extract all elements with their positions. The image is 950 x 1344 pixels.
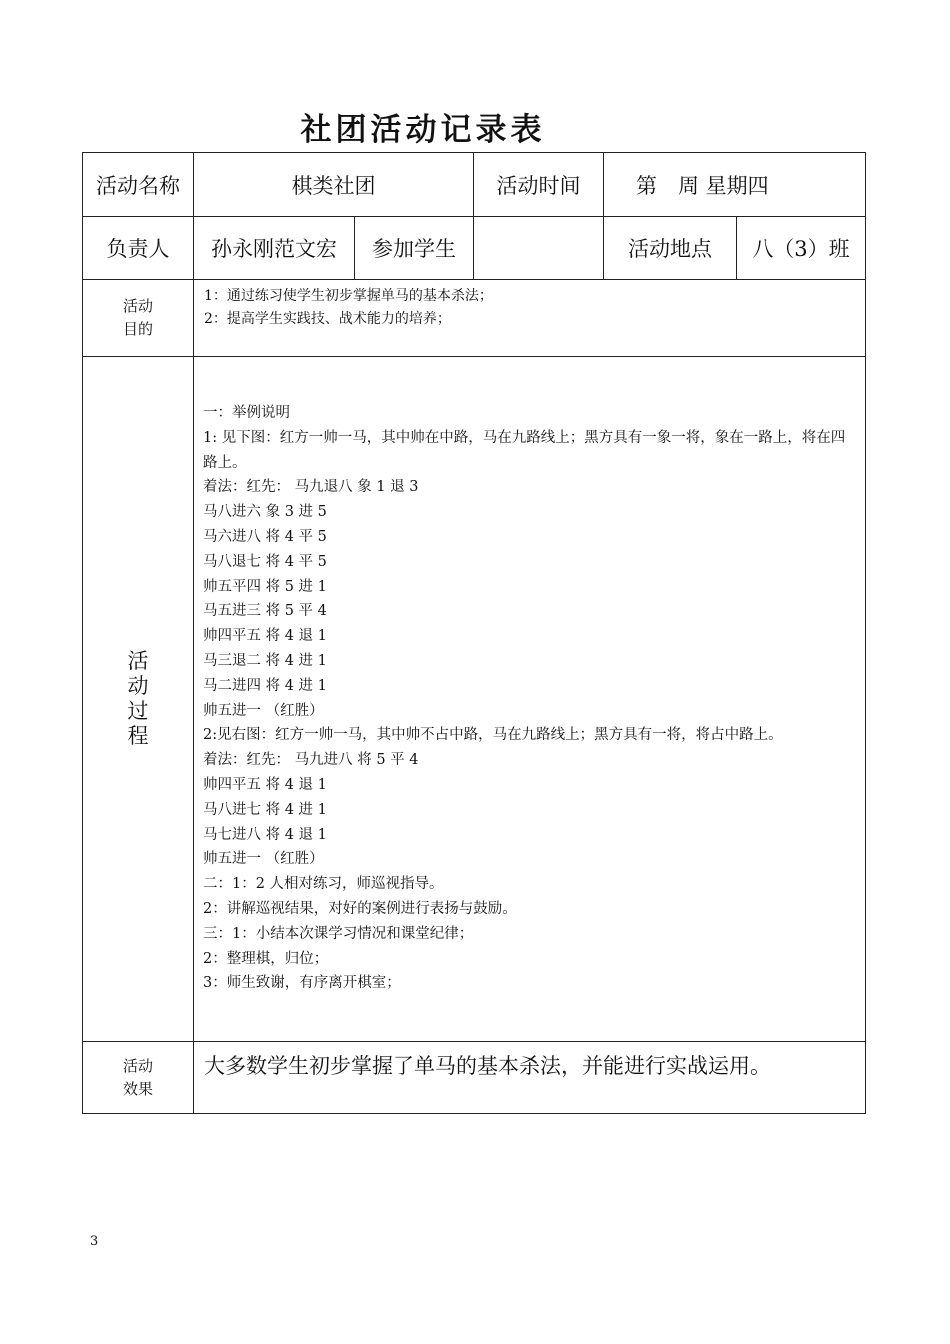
process-label-char: 程 <box>127 724 149 748</box>
row-name-time <box>83 153 866 217</box>
process-line: 二：1：2 人相对练习，师巡视指导。 <box>203 876 444 893</box>
process-line: 帅四平五 将 4 退 1 <box>203 776 327 793</box>
row-effect <box>83 1042 866 1114</box>
leader-value: 孙永刚范文宏 <box>194 217 355 280</box>
goal-label <box>83 280 194 357</box>
leader-label: 负责人 <box>83 217 194 280</box>
process-line: 2：讲解巡视结果，对好的案例进行表扬与鼓励。 <box>203 900 517 917</box>
students-label: 参加学生 <box>355 217 474 280</box>
process-label-char: 动 <box>127 674 149 698</box>
process-line: 2：整理棋，归位； <box>203 950 329 967</box>
process-line: 马八退七 将 4 平 5 <box>203 553 327 570</box>
process-line: 马五进三 将 5 平 4 <box>203 603 327 620</box>
process-line: 3：师生致谢，有序离开棋室； <box>203 975 401 992</box>
activity-time-label: 活动时间 <box>474 153 604 217</box>
process-line: 一：举例说明 <box>203 405 290 421</box>
place-value: 八（3）班 <box>737 217 866 280</box>
process-line: 着法：红先： 马九进八 将 5 平 4 <box>203 752 419 769</box>
process-line: 马七进八 将 4 退 1 <box>203 826 327 843</box>
process-line: 帅五进一 （红胜） <box>203 702 324 719</box>
process-label-char: 过 <box>127 699 149 723</box>
process-content <box>194 357 866 1042</box>
process-line: 1: 见下图：红方一帅一马，其中帅在中路，马在九路线上；黑方具有一象一将，象在一路上，将在四路上。 <box>203 429 846 471</box>
process-line: 着法：红先： 马九退八 象 1 退 3 <box>203 479 419 496</box>
process-line: 三：1：小结本次课学习情况和课堂纪律； <box>203 925 474 942</box>
row-goal <box>83 280 866 357</box>
effect-content: 大多数学生初步掌握了单马的基本杀法，并能进行实战运用。 <box>194 1042 866 1114</box>
process-line: 帅五平四 将 5 进 1 <box>203 578 327 595</box>
activity-time-value: 第 周 星期四 <box>604 153 866 217</box>
activity-record-table <box>82 152 866 1114</box>
process-line: 马六进八 将 4 平 5 <box>203 528 327 545</box>
activity-name-value: 棋类社团 <box>194 153 474 217</box>
effect-label-line1: 活动 <box>122 1056 153 1075</box>
process-line: 马三退二 将 4 进 1 <box>203 652 327 669</box>
process-line: 马八进六 象 3 进 5 <box>203 504 327 521</box>
activity-name-label: 活动名称 <box>83 153 194 217</box>
effect-label <box>83 1042 194 1114</box>
goal-content <box>194 280 866 357</box>
goal-label-line1: 活动 <box>122 297 153 315</box>
goal-line: 2：提高学生实践技、战术能力的培养； <box>204 311 451 327</box>
effect-label-line2: 效果 <box>122 1079 153 1098</box>
row-leader-place <box>83 217 866 280</box>
form-title: 社团活动记录表 <box>300 112 546 148</box>
place-label: 活动地点 <box>604 217 737 280</box>
process-line: 马八进七 将 4 进 1 <box>203 801 327 818</box>
goal-line: 1：通过练习使学生初步掌握单马的基本杀法； <box>204 288 493 304</box>
process-line: 帅五进一 （红胜） <box>203 851 324 868</box>
goal-label-line2: 目的 <box>122 320 153 338</box>
process-line: 2:见右图：红方一帅一马，其中帅不占中路，马在九路线上；黑方具有一将，将占中路上。 <box>203 727 783 744</box>
process-label <box>83 357 194 1042</box>
process-line: 马二进四 将 4 进 1 <box>203 677 327 694</box>
page-number: 3 <box>90 1234 99 1249</box>
process-line: 帅四平五 将 4 退 1 <box>203 628 327 645</box>
row-process <box>83 357 866 1042</box>
process-label-char: 活 <box>127 649 149 673</box>
students-value <box>474 217 604 280</box>
